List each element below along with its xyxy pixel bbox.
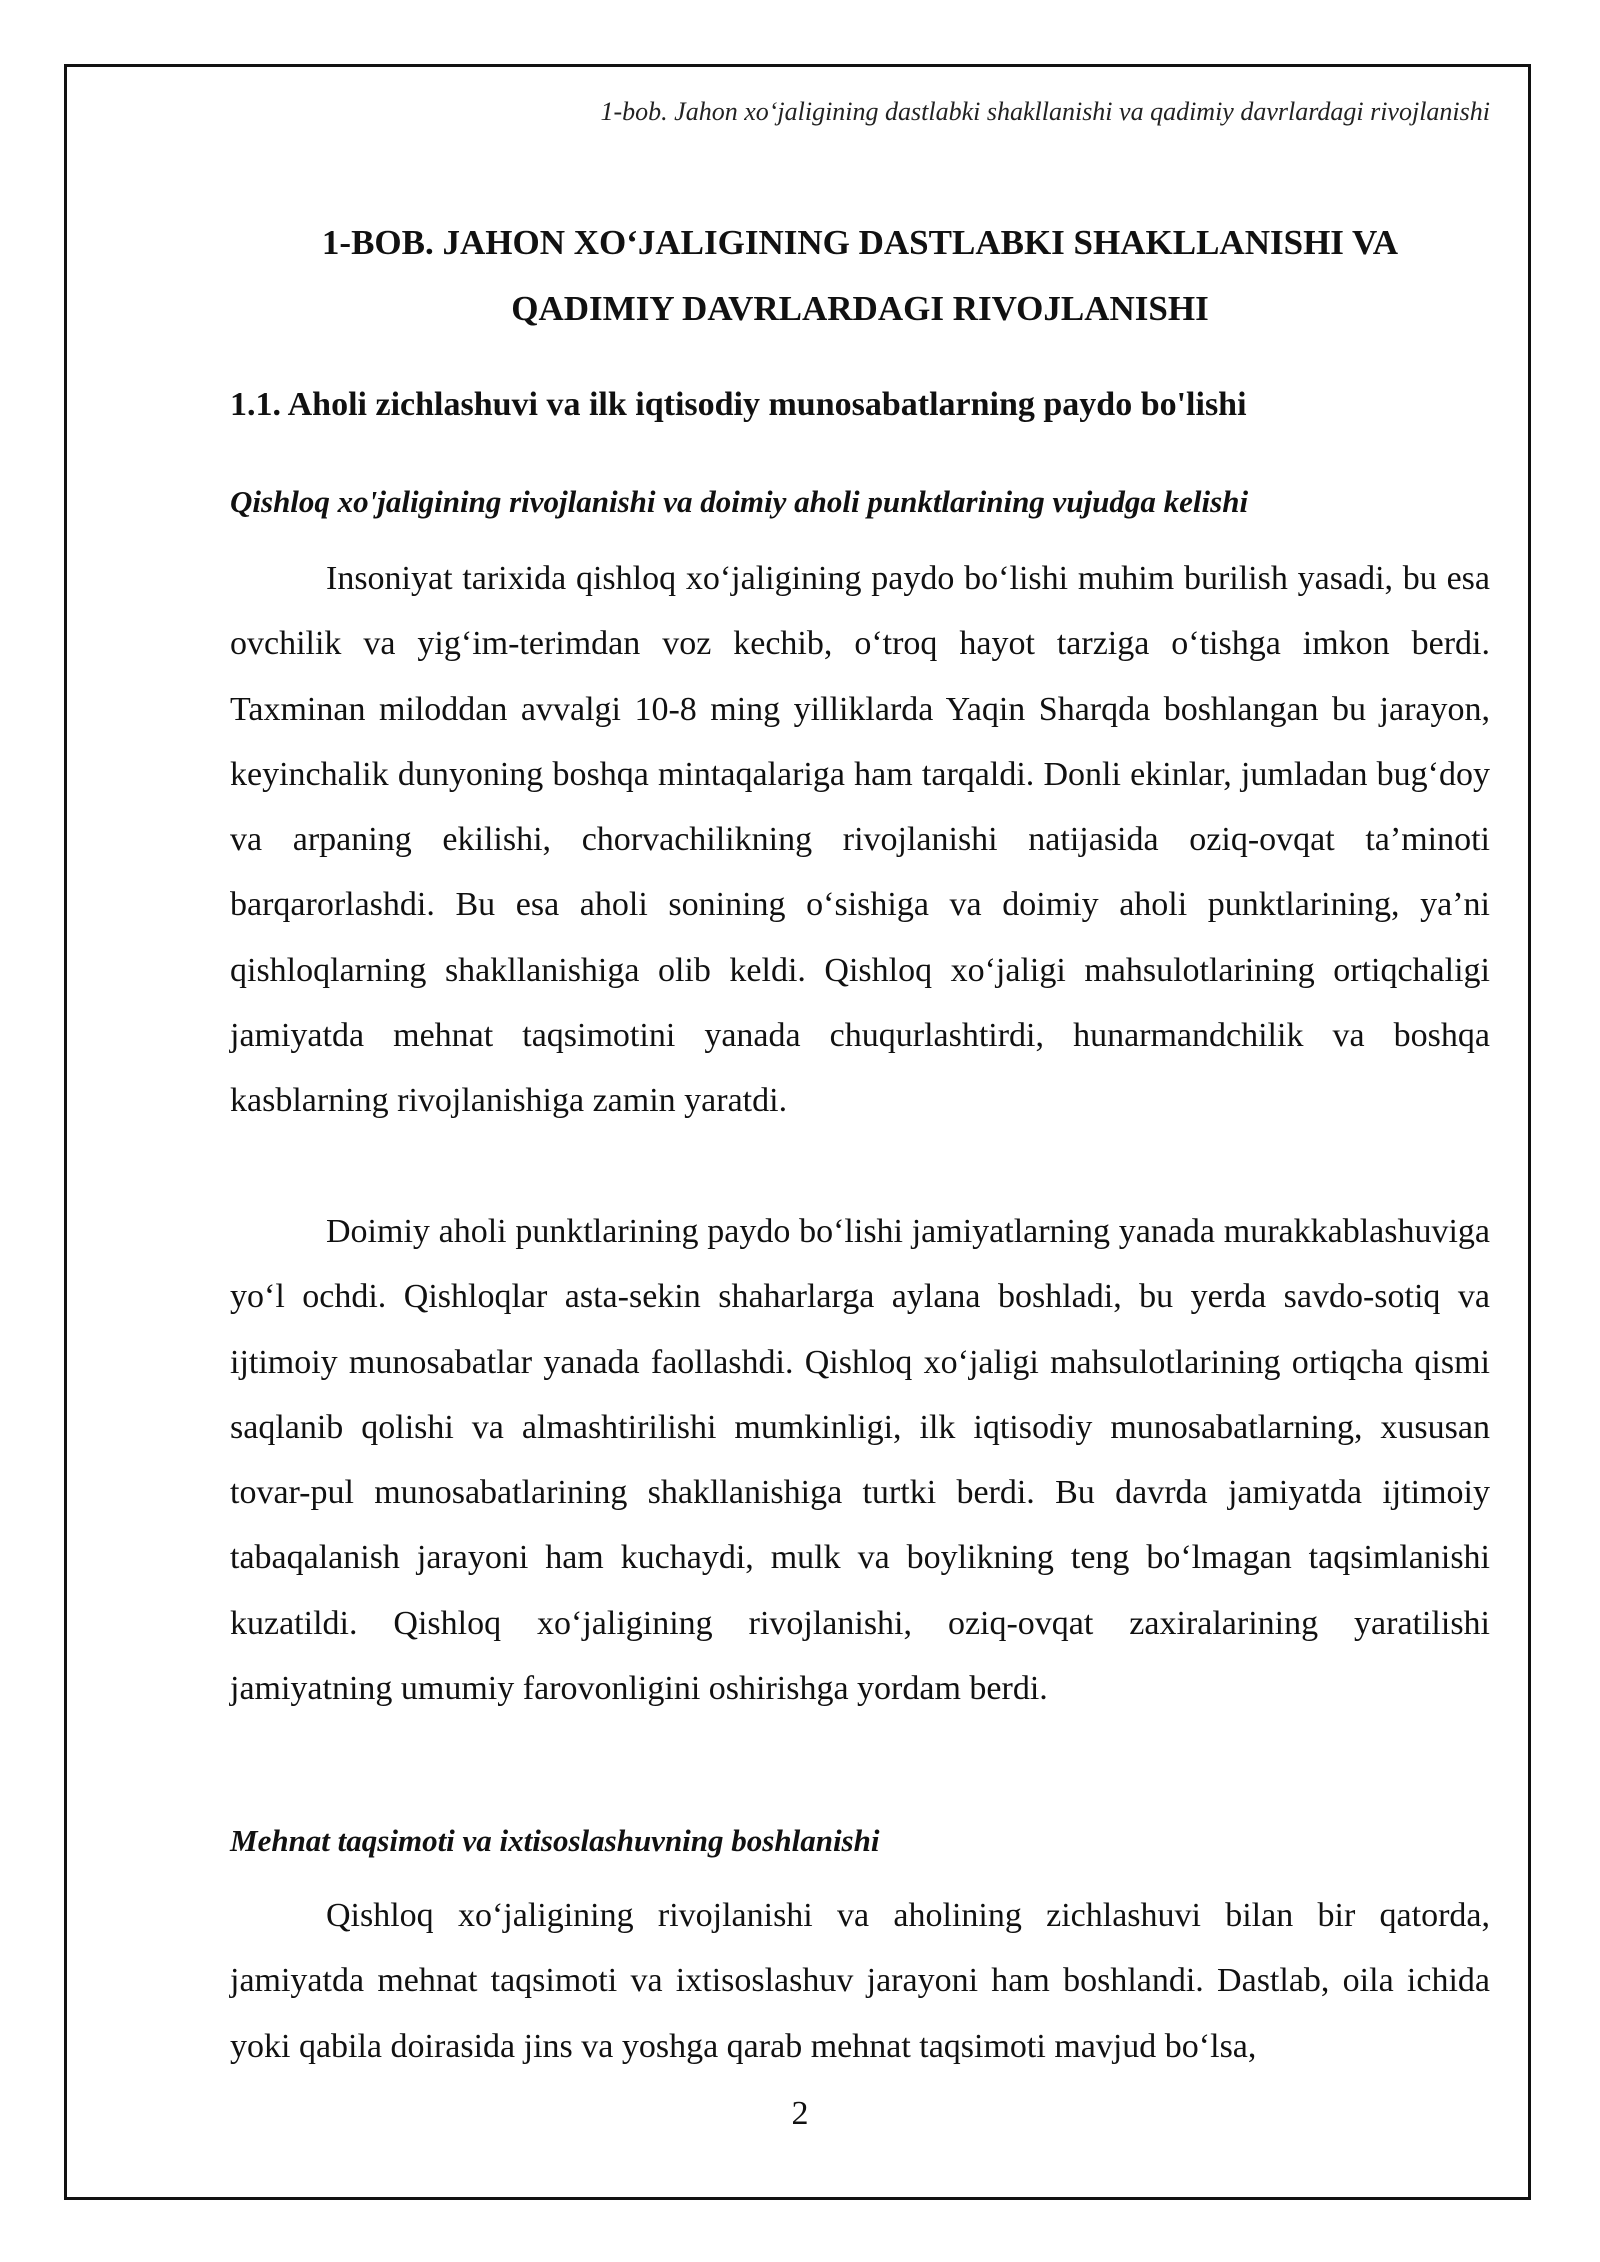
chapter-title xyxy=(230,210,1490,342)
subsection-heading-division-of-labor: Mehnat taqsimoti va ixtisoslashuvning boshlanishi xyxy=(230,1823,880,1858)
running-header: 1-bob. Jahon xo‘jaligining dastlabki shakllanishi va qadimiy davrlardagi rivojlanishi xyxy=(600,97,1490,126)
paragraph-3: Qishloq xo‘jaligining rivojlanishi va aholining zichlashuvi bilan bir qatorda, jamiyatda mehnat taqsimoti va ixtisoslashuv jarayoni ham boshlandi. Dastlab, oila ichida yoki qabila doirasida jins va yoshga qarab mehnat taqsimoti mavjud bo‘lsa, xyxy=(230,1897,1490,2065)
subsection-heading-agriculture: Qishloq xo'jaligining rivojlanishi va doimiy aholi punktlarining vujudga kelishi xyxy=(230,484,1249,519)
chapter-title-line-2: QADIMIY DAVRLARDAGI RIVOJLANISHI xyxy=(511,289,1209,328)
paragraph-1: Insoniyat tarixida qishloq xo‘jaligining paydo bo‘lishi muhim burilish yasadi, bu esa ovchilik va yig‘im-terimdan voz kechib, o‘troq hayot tarziga o‘tishga imkon berdi. Taxminan miloddan avvalgi 10-8 ming yilliklarda Yaqin Sharqda boshlangan bu jarayon, keyinchalik dunyoning boshqa mintaqalariga ham tarqaldi. Donli ekinlar, jumladan bug‘doy va arpaning ekilishi, chorvachilikning rivojlanishi natijasida oziq-ovqat ta’minoti barqarorlashdi. Bu esa aholi sonining o‘sishiga va doimiy aholi punktlarining, ya’ni qishloqlarning shakllanishiga olib keldi. Qishloq xo‘jaligi mahsulotlarining ortiqchaligi jamiyatda mehnat taqsimotini yanada chuqurlashtirdi, hunarmandchilik va boshqa kasblarning rivojlanishiga zamin yaratdi. xyxy=(230,560,1490,1120)
chapter-title-line-1: 1-BOB. JAHON XO‘JALIGINING DASTLABKI SHAKLLANISHI VA xyxy=(321,223,1399,262)
section-heading: 1.1. Aholi zichlashuvi va ilk iqtisodiy munosabatlarning paydo bo'lishi xyxy=(230,386,1247,423)
paragraph-2: Doimiy aholi punktlarining paydo bo‘lishi jamiyatlarning yanada murakkablashuviga yo‘l ochdi. Qishloqlar asta-sekin shaharlarga aylana boshladi, bu yerda savdo-sotiq va ijtimoiy munosabatlar yanada faollashdi. Qishloq xo‘jaligi mahsulotlarining ortiqcha qismi saqlanib qolishi va almashtirilishi mumkinligi, ilk iqtisodiy munosabatlarning, xususan tovar-pul munosabatlarining shakllanishiga turtki berdi. Bu davrda jamiyatda ijtimoiy tabaqalanish jarayoni ham kuchaydi, mulk va boylikning teng bo‘lmagan taqsimlanishi kuzatildi. Qishloq xo‘jaligining rivojlanishi, oziq-ovqat zaxiralarining yaratilishi jamiyatning umumiy farovonligini oshirishga yordam berdi. xyxy=(230,1213,1490,1708)
page-number: 2 xyxy=(791,2095,809,2132)
